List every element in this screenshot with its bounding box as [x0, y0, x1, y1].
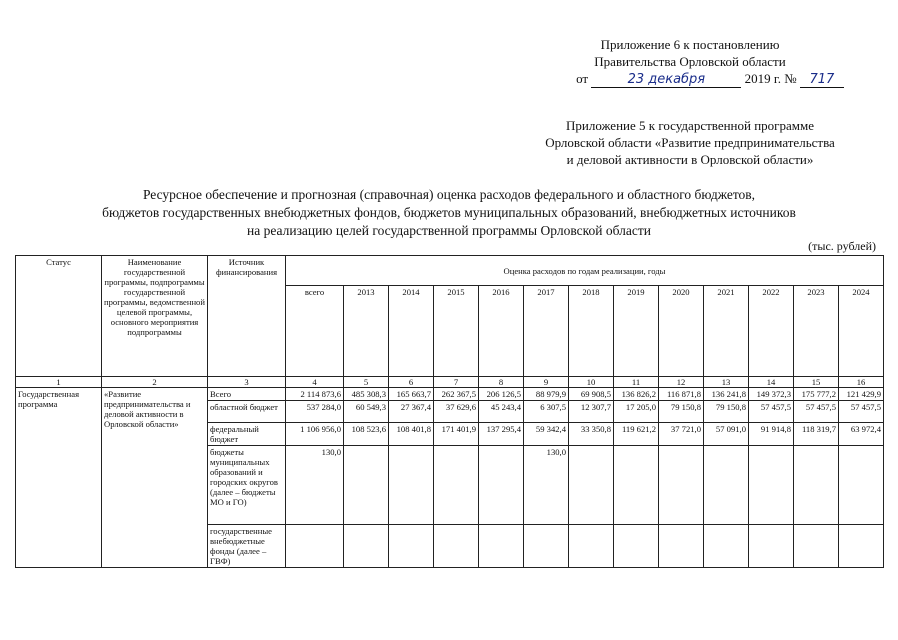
header-year-cell: 2018 — [569, 286, 614, 377]
value-cell: 137 295,4 — [479, 423, 524, 446]
column-numbers-row — [16, 377, 884, 388]
column-number-cell: 15 — [794, 377, 839, 388]
value-cell — [434, 446, 479, 525]
header-year-cell: 2014 — [389, 286, 434, 377]
document-title — [20, 186, 878, 240]
value-cell — [344, 446, 389, 525]
source-cell: федеральный бюджет — [208, 423, 286, 446]
value-cell: 37 629,6 — [434, 401, 479, 423]
header-year-cell: 2015 — [434, 286, 479, 377]
handwritten-date: 23 декабря — [591, 72, 741, 88]
header-name: Наименование государственной программы, подпрограммы государственной программы, ведомственной целевой программы, основного мероприятия подпрограммы — [102, 256, 208, 377]
value-cell: 45 243,4 — [479, 401, 524, 423]
column-number-cell: 16 — [839, 377, 884, 388]
handwritten-number: 717 — [800, 72, 844, 88]
value-cell: 108 401,8 — [389, 423, 434, 446]
value-cell: 79 150,8 — [704, 401, 749, 423]
header-year-cell: 2022 — [749, 286, 794, 377]
value-cell: 79 150,8 — [659, 401, 704, 423]
header-row-1 — [16, 256, 884, 286]
column-number-cell: 7 — [434, 377, 479, 388]
status-cell: Государственная программа — [16, 388, 102, 568]
value-cell: 130,0 — [524, 446, 569, 525]
source-cell: областной бюджет — [208, 401, 286, 423]
value-cell: 12 307,7 — [569, 401, 614, 423]
header-year-cell: 2019 — [614, 286, 659, 377]
table-row — [16, 388, 884, 401]
column-number-cell: 12 — [659, 377, 704, 388]
value-cell — [569, 525, 614, 568]
header-year-cell: 2017 — [524, 286, 569, 377]
column-number-cell: 2 — [102, 377, 208, 388]
value-cell: 485 308,3 — [344, 388, 389, 401]
value-cell: 63 972,4 — [839, 423, 884, 446]
value-cell — [659, 446, 704, 525]
value-cell: 2 114 873,6 — [286, 388, 344, 401]
value-cell: 119 621,2 — [614, 423, 659, 446]
column-number-cell: 11 — [614, 377, 659, 388]
header-year-cell: всего — [286, 286, 344, 377]
title-line3: на реализацию целей государственной программы Орловской области — [247, 223, 651, 238]
value-cell: 537 284,0 — [286, 401, 344, 423]
value-cell: 37 721,0 — [659, 423, 704, 446]
appendix6-header — [520, 36, 860, 88]
value-cell — [614, 525, 659, 568]
value-cell — [389, 525, 434, 568]
value-cell: 108 523,6 — [344, 423, 389, 446]
value-cell — [839, 446, 884, 525]
appendix5-header — [520, 117, 860, 168]
program-name-cell: «Развитие предпринимательства и деловой активности в Орловской области» — [102, 388, 208, 568]
title-line2: бюджетов государственных внебюджетных фондов, бюджетов муниципальных образований, внебюджетных источников — [102, 205, 796, 220]
value-cell: 59 342,4 — [524, 423, 569, 446]
header-source: Источник финансирования — [208, 256, 286, 377]
column-number-cell: 3 — [208, 377, 286, 388]
value-cell: 1 106 956,0 — [286, 423, 344, 446]
units-label: (тыс. рублей) — [808, 239, 876, 253]
column-number-cell: 1 — [16, 377, 102, 388]
column-number-cell: 6 — [389, 377, 434, 388]
value-cell — [479, 525, 524, 568]
value-cell — [569, 446, 614, 525]
value-cell: 33 350,8 — [569, 423, 614, 446]
source-cell: бюджеты муниципальных образований и городских округов (далее – бюджеты МО и ГО) — [208, 446, 286, 525]
header-year-cell: 2024 — [839, 286, 884, 377]
value-cell: 17 205,0 — [614, 401, 659, 423]
header-status: Статус — [16, 256, 102, 377]
value-cell: 165 663,7 — [389, 388, 434, 401]
source-cell: Всего — [208, 388, 286, 401]
value-cell: 118 319,7 — [794, 423, 839, 446]
source-cell: государственные внебюджетные фонды (далее – ГВФ) — [208, 525, 286, 568]
column-number-cell: 13 — [704, 377, 749, 388]
header-estimate: Оценка расходов по годам реализации, годы — [286, 256, 884, 286]
value-cell — [794, 525, 839, 568]
value-cell — [659, 525, 704, 568]
column-number-cell: 8 — [479, 377, 524, 388]
column-number-cell: 10 — [569, 377, 614, 388]
column-number-cell: 9 — [524, 377, 569, 388]
year-suffix: 2019 г. № — [744, 71, 797, 86]
value-cell: 57 091,0 — [704, 423, 749, 446]
value-cell — [839, 525, 884, 568]
header-year-cell: 2023 — [794, 286, 839, 377]
header-year-cell: 2021 — [704, 286, 749, 377]
header-year-cell: 2020 — [659, 286, 704, 377]
value-cell — [524, 525, 569, 568]
value-cell: 171 401,9 — [434, 423, 479, 446]
appendix6-line2: Правительства Орловской области — [594, 54, 786, 69]
value-cell: 91 914,8 — [749, 423, 794, 446]
value-cell: 136 826,2 — [614, 388, 659, 401]
value-cell: 6 307,5 — [524, 401, 569, 423]
value-cell: 136 241,8 — [704, 388, 749, 401]
value-cell: 57 457,5 — [839, 401, 884, 423]
appendix6-line1: Приложение 6 к постановлению — [600, 37, 780, 52]
value-cell: 27 367,4 — [389, 401, 434, 423]
value-cell — [704, 446, 749, 525]
value-cell: 206 126,5 — [479, 388, 524, 401]
value-cell: 121 429,9 — [839, 388, 884, 401]
value-cell — [614, 446, 659, 525]
value-cell: 262 367,5 — [434, 388, 479, 401]
budget-table — [15, 255, 884, 568]
value-cell: 60 549,3 — [344, 401, 389, 423]
value-cell: 130,0 — [286, 446, 344, 525]
column-number-cell: 14 — [749, 377, 794, 388]
value-cell — [286, 525, 344, 568]
value-cell — [749, 525, 794, 568]
header-year-cell: 2016 — [479, 286, 524, 377]
appendix5-line1: Приложение 5 к государственной программе — [565, 118, 815, 133]
value-cell: 116 871,8 — [659, 388, 704, 401]
value-cell: 149 372,3 — [749, 388, 794, 401]
value-cell: 69 908,5 — [569, 388, 614, 401]
appendix6-date-line — [520, 70, 860, 88]
appendix5-line3: и деловой активности в Орловской области» — [566, 152, 814, 167]
title-line1: Ресурсное обеспечение и прогнозная (справочная) оценка расходов федерального и областного бюджетов, — [142, 187, 756, 202]
column-number-cell: 4 — [286, 377, 344, 388]
value-cell — [704, 525, 749, 568]
value-cell — [344, 525, 389, 568]
value-cell: 175 777,2 — [794, 388, 839, 401]
header-year-cell: 2013 — [344, 286, 389, 377]
date-prefix: от — [576, 71, 589, 86]
value-cell — [434, 525, 479, 568]
value-cell — [794, 446, 839, 525]
value-cell — [479, 446, 524, 525]
value-cell: 57 457,5 — [749, 401, 794, 423]
value-cell: 88 979,9 — [524, 388, 569, 401]
value-cell — [389, 446, 434, 525]
column-number-cell: 5 — [344, 377, 389, 388]
appendix5-line2: Орловской области «Развитие предпринимательства — [545, 135, 835, 150]
value-cell: 57 457,5 — [794, 401, 839, 423]
value-cell — [749, 446, 794, 525]
